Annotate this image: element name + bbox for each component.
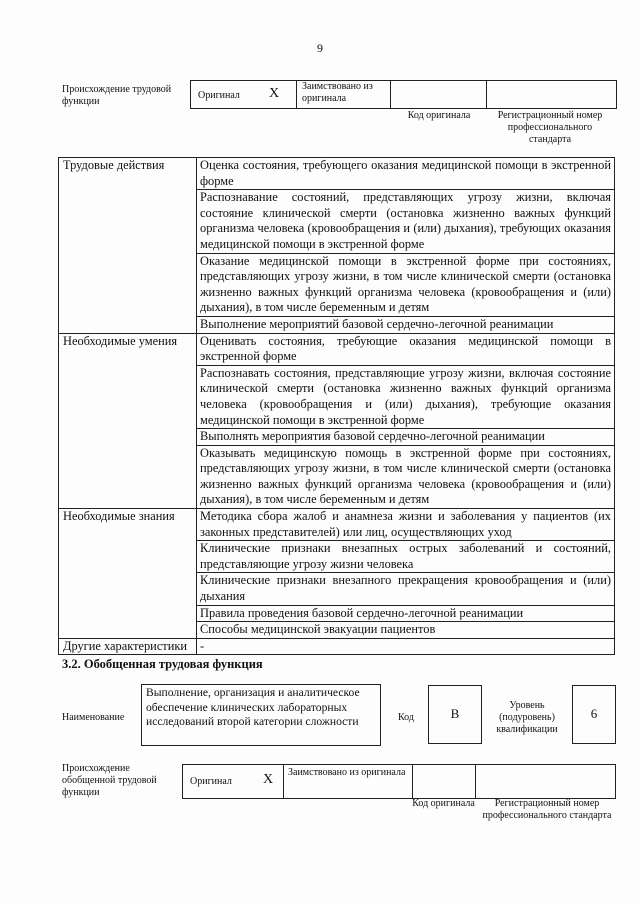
code-label: Код — [398, 712, 414, 723]
level-value: 6 — [590, 706, 598, 721]
table-row — [59, 158, 615, 190]
row-item-text: Методика сбора жалоб и анамнеза жизни и заболевания у пациентов (их законных представителей) или лиц, осуществляющих уход — [197, 509, 615, 541]
code-value: B — [450, 706, 460, 721]
original-label: Оригинал — [198, 90, 240, 101]
table-row — [59, 333, 615, 365]
generalized-origin-label: Происхождение обобщенной трудовой функции — [62, 763, 157, 798]
origin-label: Происхождение трудовой функции — [62, 84, 172, 107]
generalized-borrowed-label: Заимствовано из оригинала — [288, 767, 406, 778]
row-category-label: Другие характеристики — [59, 638, 197, 655]
name-value: Выполнение, организация и аналитическое обеспечение клинических лабораторных исследований второй категории сложности — [146, 686, 360, 728]
name-label: Наименование — [62, 712, 125, 723]
row-item-text: Распознавать состояния, представляющие угрозу жизни, включая состояние клинической смерти (остановка жизненно важных функций организма человека (кровообращения и (или) дыхания), требующие оказания медицинской помощи в экстренной форме — [197, 365, 615, 428]
original-code-label: Код оригинала — [407, 110, 471, 121]
row-item-text: Клинические признаки внезапного прекращения кровообращения и (или) дыхания — [197, 573, 615, 605]
qualification-level-label: Уровень (подуровень) квалификации — [496, 700, 558, 735]
generalized-registration-number-label: Регистрационный номер профессионального стандарта — [482, 798, 612, 821]
generalized-original-label: Оригинал — [190, 776, 232, 787]
row-item-text: Правила проведения базовой сердечно-легочной реанимации — [197, 605, 615, 622]
table-row — [59, 638, 615, 655]
origin-box — [190, 80, 617, 109]
row-category-label: Необходимые знания — [59, 509, 197, 639]
generalized-original-code-label: Код оригинала — [412, 798, 475, 809]
row-item-text: Способы медицинской эвакуации пациентов — [197, 622, 615, 639]
table-row — [59, 509, 615, 541]
section-heading: 3.2. Обобщенная трудовая функция — [62, 657, 263, 671]
row-item-text: Оценка состояния, требующего оказания медицинской помощи в экстренной форме — [197, 158, 615, 190]
borrowed-label: Заимствовано из оригинала — [302, 81, 373, 104]
row-category-label: Трудовые действия — [59, 158, 197, 334]
row-category-label: Необходимые умения — [59, 333, 197, 509]
row-item-text: Выполнение мероприятий базовой сердечно-легочной реанимации — [197, 316, 615, 333]
row-item-text: - — [197, 638, 615, 655]
generalized-original-mark: X — [263, 772, 274, 787]
page-number: 9 — [317, 41, 323, 55]
row-item-text: Клинические признаки внезапных острых заболеваний и состояний, представляющие угрозу жизни человека — [197, 541, 615, 573]
row-item-text: Распознавание состояний, представляющих угрозу жизни, включая состояние клинической смерти (остановка жизненно важных функций организма человека (кровообращения и (или) дыхания), требующих оказания медицинской помощи в экстренной форме — [197, 190, 615, 253]
labor-functions-table — [58, 157, 615, 655]
registration-number-label: Регистрационный номер профессионального стандарта — [497, 110, 603, 145]
original-mark: X — [269, 86, 280, 101]
row-item-text: Выполнять мероприятия базовой сердечно-легочной реанимации — [197, 429, 615, 446]
row-item-text: Оказание медицинской помощи в экстренной форме при состояниях, представляющих угрозу жизни, в том числе клинической смерти (остановка жизненно важных функций организма человека (кровообращения и (или) дыхания), в том числе беременным и детям — [197, 253, 615, 316]
row-item-text: Оценивать состояния, требующие оказания медицинской помощи в экстренной форме — [197, 333, 615, 365]
row-item-text: Оказывать медицинскую помощь в экстренной форме при состояниях, представляющих угрозу жизни, в том числе клинической смерти (остановка жизненно важных функций организма человека (кровообращения и (или) дыхания), в том числе беременным и детям — [197, 445, 615, 508]
